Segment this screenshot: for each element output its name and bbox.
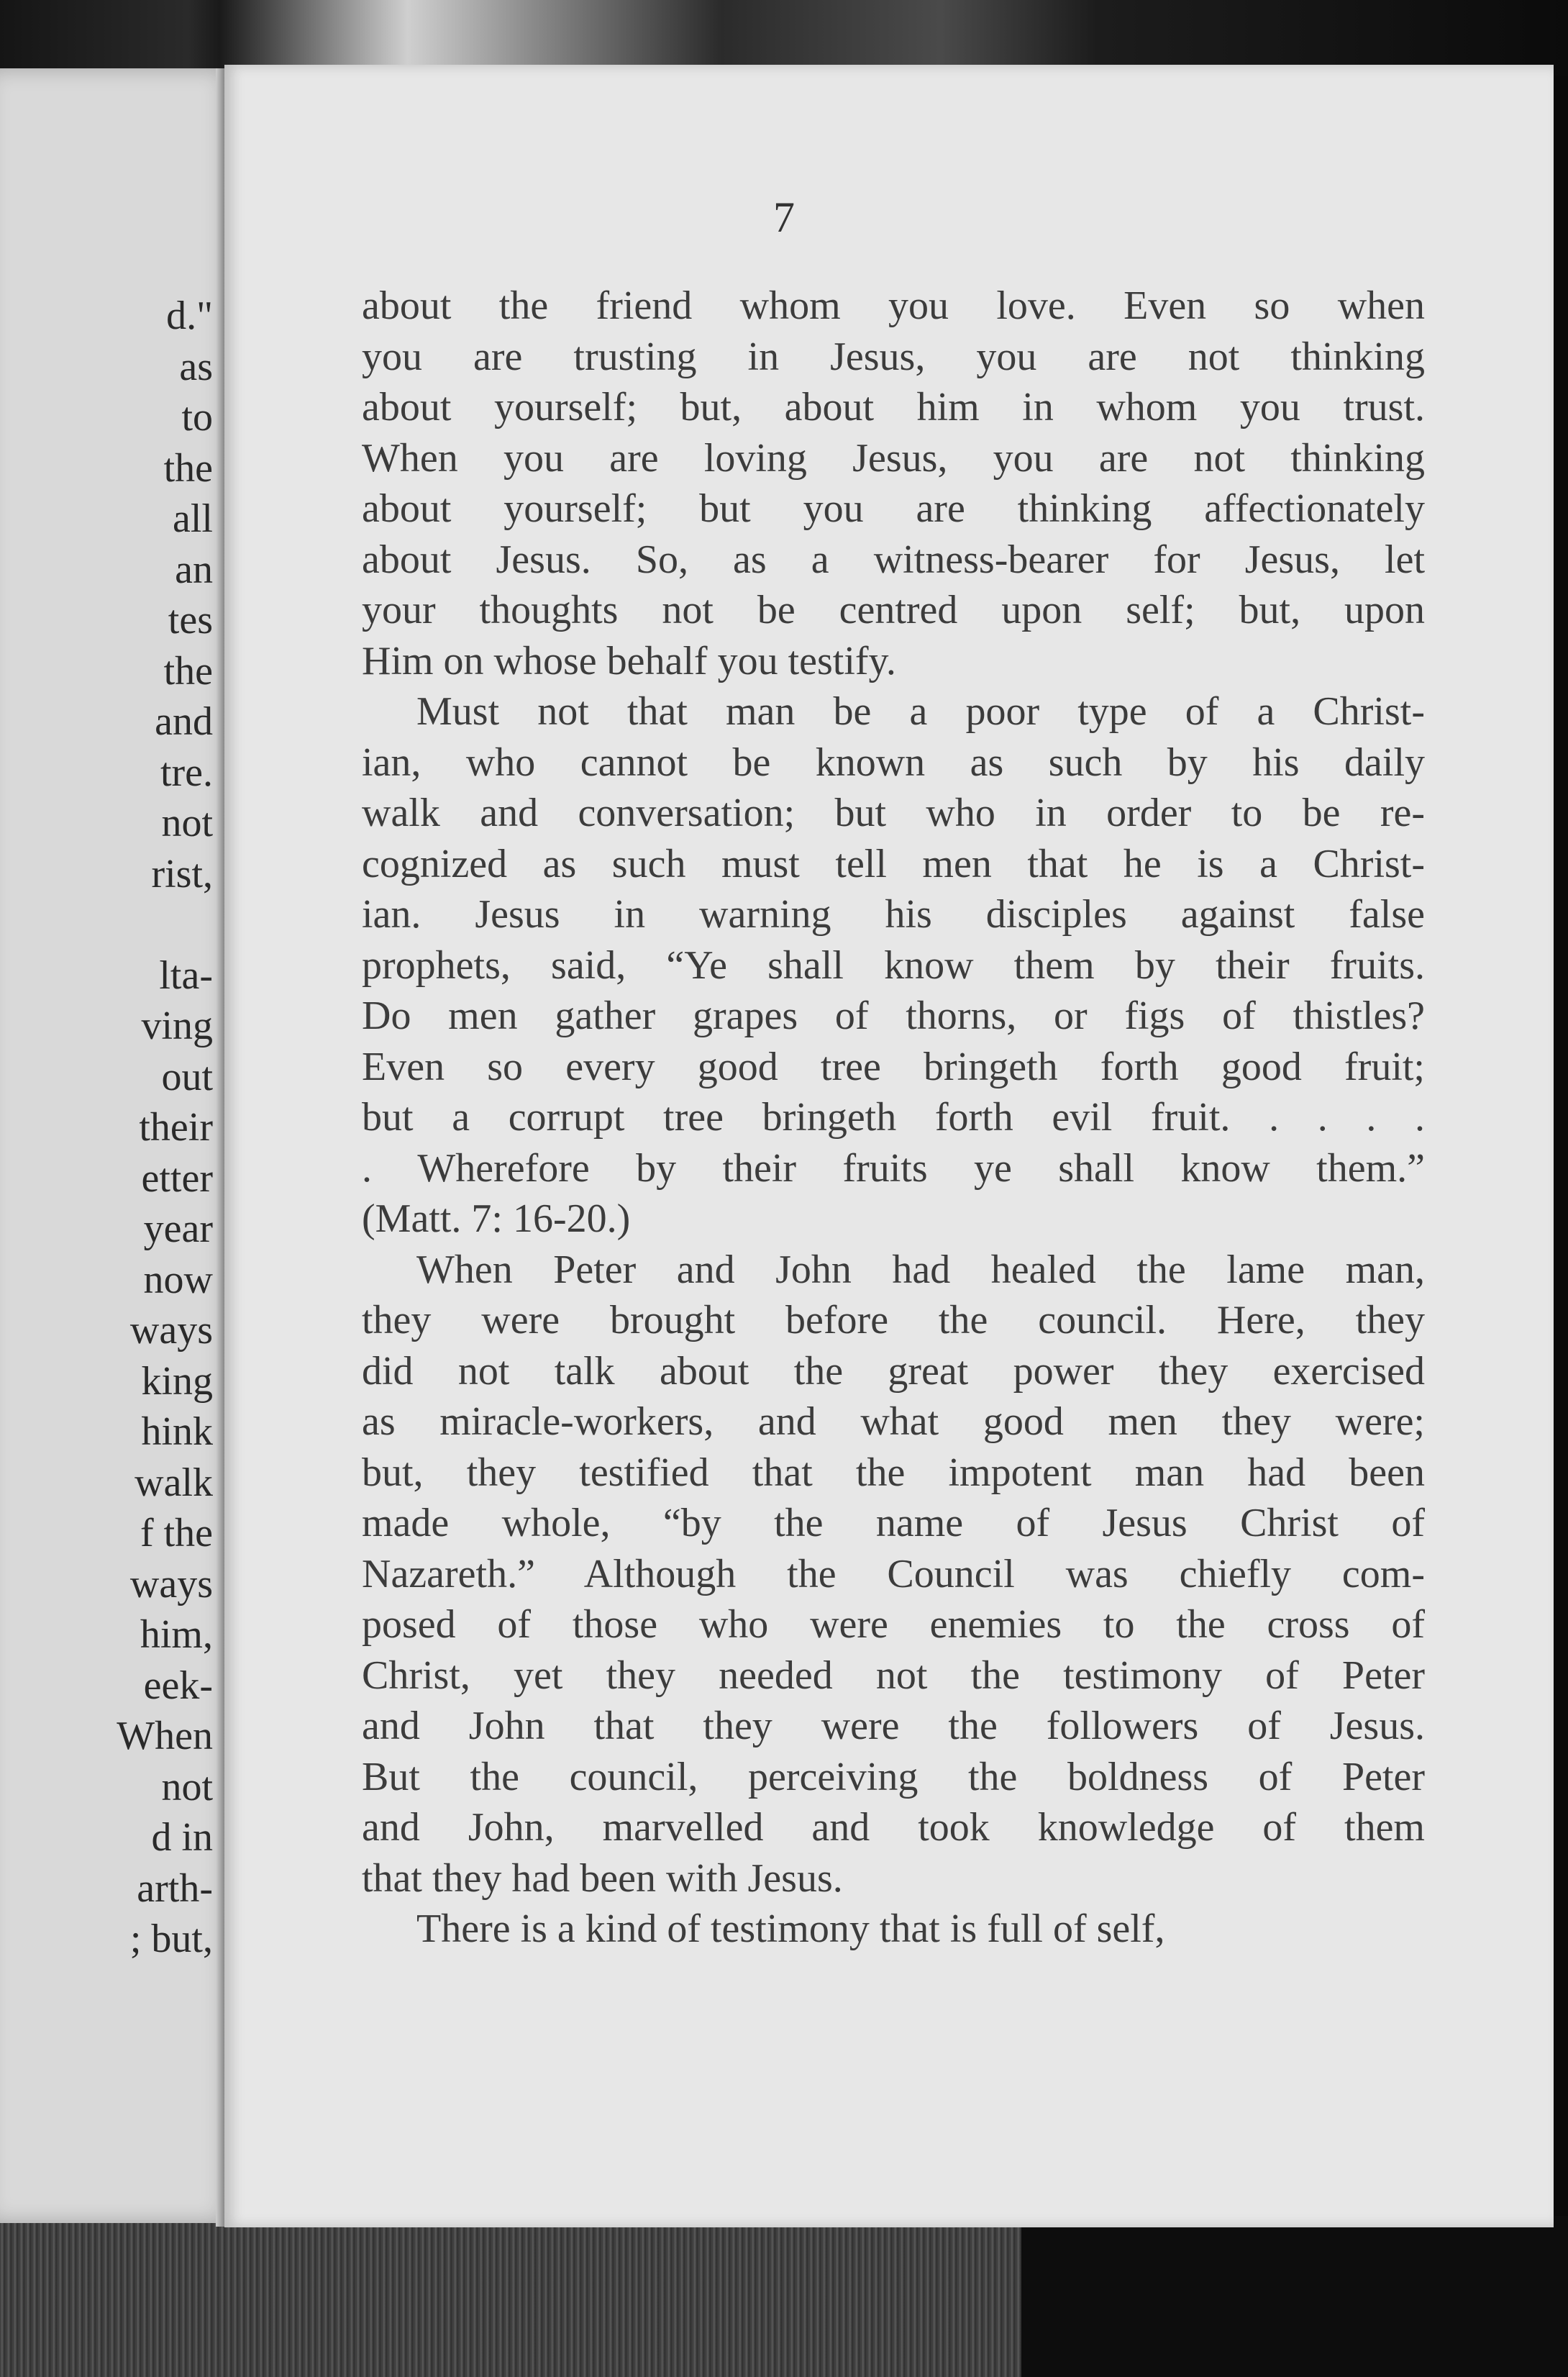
left-page-text-fragment: now — [143, 1257, 213, 1302]
text-line: about the friend whom you love. Even so when — [362, 283, 1425, 328]
text-line: as miracle-workers, and what good men they were; — [362, 1399, 1425, 1444]
left-page-text-fragment: as — [179, 344, 213, 389]
text-line: made whole, “by the name of Jesus Christ of — [362, 1501, 1425, 1545]
left-page-text-fragment: walk — [135, 1460, 213, 1505]
left-page-text-fragment: ; but, — [129, 1917, 213, 1961]
left-page-text-fragment: to — [181, 395, 213, 440]
text-line: about yourself; but you are thinking affectionately — [362, 486, 1425, 531]
left-page-text-fragment: rist, — [151, 851, 213, 896]
left-page-text-fragment: not — [161, 801, 213, 845]
text-line: cognized as such must tell men that he is a Christ- — [362, 841, 1425, 886]
left-page-text-fragment: him, — [140, 1612, 213, 1657]
left-page-text-fragment: out — [161, 1054, 213, 1099]
text-line: Christ, yet they needed not the testimony of Peter — [362, 1653, 1425, 1698]
left-page-text-fragment: eek- — [143, 1663, 213, 1708]
text-line: prophets, said, “Ye shall know them by their fruits. — [362, 942, 1425, 988]
left-page-text-fragment: king — [141, 1358, 213, 1404]
text-line: There is a kind of testimony that is full of self, — [416, 1906, 1165, 1951]
left-page-text-fragment: ways — [129, 1308, 213, 1353]
text-line: (Matt. 7: 16-20.) — [362, 1196, 631, 1241]
left-page-text-fragment: ways — [129, 1561, 213, 1606]
text-line: . Wherefore by their fruits ye shall know them.” — [362, 1145, 1425, 1191]
text-line: ian. Jesus in warning his disciples against false — [362, 892, 1425, 937]
paragraph — [362, 1245, 1425, 1904]
text-line: and John, marvelled and took knowledge of them — [362, 1805, 1425, 1850]
left-page-text-fragment: hink — [141, 1409, 213, 1454]
left-page-text-fragment: tes — [168, 598, 213, 642]
text-line: but, they testified that the impotent man had been — [362, 1450, 1425, 1495]
text-line: Do men gather grapes of thorns, or figs of thistles? — [362, 994, 1425, 1038]
text-line: your thoughts not be centred upon self; but, upon — [362, 588, 1425, 632]
left-page-text-fragment: their — [139, 1105, 213, 1150]
left-page-text-fragment: tre. — [160, 750, 213, 795]
text-line: that they had been with Jesus. — [362, 1855, 843, 1901]
text-line: you are trusting in Jesus, you are not thinking — [362, 334, 1425, 379]
left-page-text-fragment: the — [163, 648, 213, 694]
paragraph — [362, 686, 1425, 1245]
left-page-text-fragment: lta- — [159, 953, 213, 998]
left-page-text-fragment: an — [175, 547, 213, 592]
left-page-text-fragment: all — [173, 496, 213, 541]
left-page-text-fragment: f the — [140, 1511, 213, 1555]
text-line: and John that they were the followers of Jesus. — [362, 1704, 1425, 1748]
left-page-edge — [0, 68, 237, 2223]
book-binding-cloth — [0, 2216, 1568, 2377]
text-line: posed of those who were enemies to the cross of — [362, 1602, 1425, 1647]
text-line: Nazareth.” Although the Council was chiefly com- — [362, 1551, 1425, 1596]
left-page-text-fragment: the — [163, 445, 213, 491]
left-page-text-fragment: ving — [141, 1004, 213, 1048]
paragraph — [362, 281, 1425, 686]
text-line: Must not that man be a poor type of a Christ- — [416, 689, 1425, 734]
left-page-text-fragment: and — [155, 699, 213, 744]
text-line: But the council, perceiving the boldness of Peter — [362, 1754, 1425, 1799]
text-line: they were brought before the council. Here, they — [362, 1298, 1425, 1342]
text-line: about yourself; but, about him in whom you trust. — [362, 385, 1425, 430]
text-line: ian, who cannot be known as such by his daily — [362, 740, 1425, 785]
page-number: 7 — [773, 194, 795, 241]
left-page-text-fragment: year — [143, 1206, 213, 1251]
page-body-text — [362, 281, 1425, 1955]
text-line: walk and conversation; but who in order to be re- — [362, 791, 1425, 835]
text-line: Even so every good tree bringeth forth good fruit; — [362, 1044, 1425, 1089]
text-line: When you are loving Jesus, you are not thinking — [362, 435, 1425, 481]
text-line: Him on whose behalf you testify. — [362, 638, 896, 683]
text-line: When Peter and John had healed the lame man, — [416, 1247, 1425, 1292]
text-line: about Jesus. So, as a witness-bearer for Jesus, let — [362, 537, 1425, 582]
left-page-text-fragment: not — [161, 1764, 213, 1809]
text-line: did not talk about the great power they exercised — [362, 1348, 1425, 1394]
left-page-text-fragment: When — [117, 1714, 213, 1758]
scan-backdrop-bottom — [1021, 2216, 1568, 2377]
left-page-text-fragment: d." — [166, 294, 213, 338]
left-page-text-fragment: d in — [151, 1815, 213, 1860]
left-page-text-fragment: etter — [141, 1155, 213, 1201]
paragraph — [362, 1904, 1425, 1955]
text-line: but a corrupt tree bringeth forth evil fruit. . . . . — [362, 1095, 1425, 1140]
left-page-text-fragment: arth- — [137, 1865, 213, 1911]
